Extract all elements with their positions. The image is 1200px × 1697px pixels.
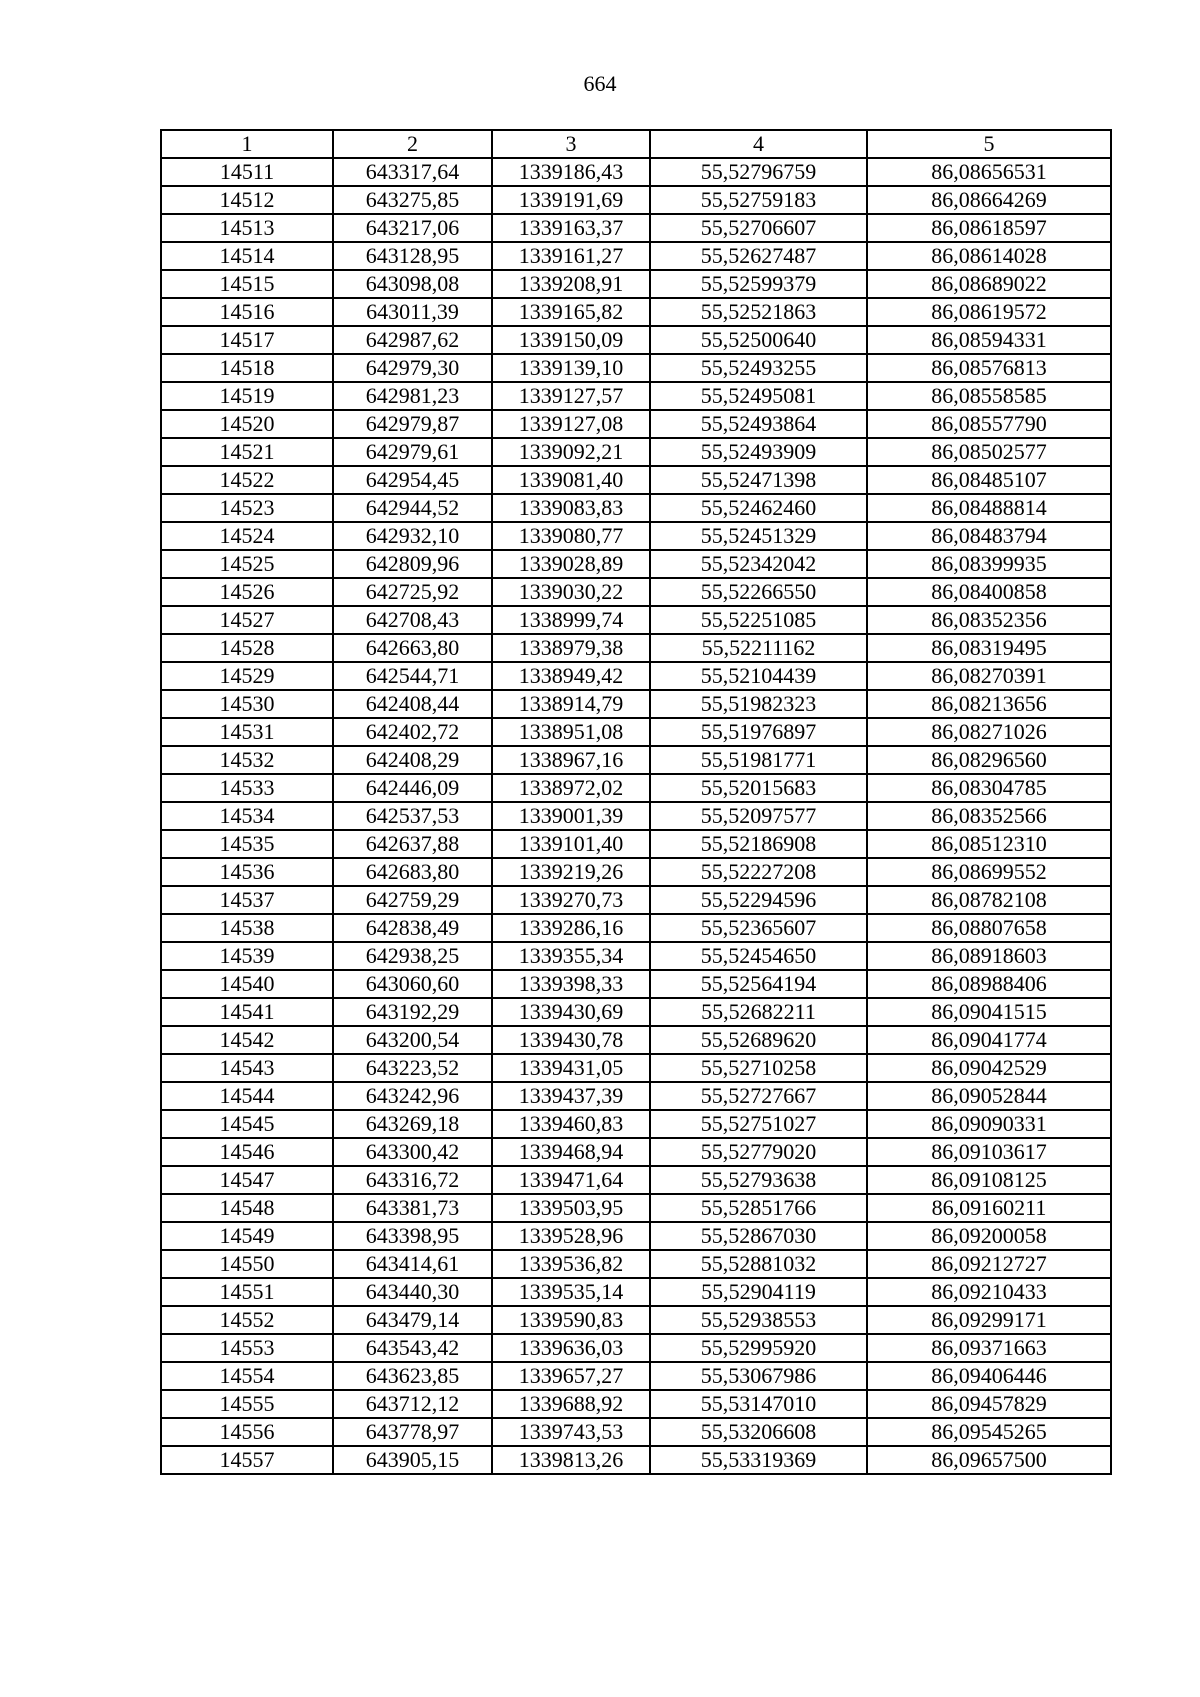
table-cell: 642944,52	[333, 494, 492, 522]
table-cell: 55,52462460	[650, 494, 867, 522]
table-cell: 55,52493909	[650, 438, 867, 466]
table-cell: 86,09457829	[867, 1390, 1111, 1418]
header-row	[161, 130, 1111, 158]
table-cell: 14534	[161, 802, 333, 830]
page-number: 664	[583, 71, 617, 96]
table-cell: 86,09041515	[867, 998, 1111, 1026]
table-cell: 14555	[161, 1390, 333, 1418]
table-cell: 86,09545265	[867, 1418, 1111, 1446]
table-cell: 643192,29	[333, 998, 492, 1026]
table-cell: 1339101,40	[492, 830, 650, 858]
table-cell: 643623,85	[333, 1362, 492, 1390]
table-row	[161, 942, 1111, 970]
table-cell: 86,08400858	[867, 578, 1111, 606]
table-cell: 14539	[161, 942, 333, 970]
table-cell: 14547	[161, 1166, 333, 1194]
table-cell: 1339398,33	[492, 970, 650, 998]
table-cell: 643275,85	[333, 186, 492, 214]
table-cell: 55,52451329	[650, 522, 867, 550]
table-cell: 1339083,83	[492, 494, 650, 522]
table-cell: 14516	[161, 298, 333, 326]
table-cell: 1339813,26	[492, 1446, 650, 1474]
coordinates-table	[160, 129, 1112, 1475]
table-cell: 55,52710258	[650, 1054, 867, 1082]
table-cell: 14542	[161, 1026, 333, 1054]
table-cell: 86,09371663	[867, 1334, 1111, 1362]
table-cell: 55,53147010	[650, 1390, 867, 1418]
table-row	[161, 242, 1111, 270]
table-cell: 642683,80	[333, 858, 492, 886]
table-cell: 14538	[161, 914, 333, 942]
table-cell: 1339535,14	[492, 1278, 650, 1306]
table-row	[161, 186, 1111, 214]
table-cell: 642979,30	[333, 354, 492, 382]
table-cell: 14548	[161, 1194, 333, 1222]
table-cell: 14557	[161, 1446, 333, 1474]
table-row	[161, 494, 1111, 522]
table-cell: 55,52104439	[650, 662, 867, 690]
table-row	[161, 634, 1111, 662]
table-row	[161, 1138, 1111, 1166]
table-cell: 86,09160211	[867, 1194, 1111, 1222]
table-cell: 86,08352566	[867, 802, 1111, 830]
table-cell: 55,52564194	[650, 970, 867, 998]
table-cell: 643905,15	[333, 1446, 492, 1474]
table-row	[161, 1250, 1111, 1278]
table-cell: 55,53319369	[650, 1446, 867, 1474]
table-row	[161, 998, 1111, 1026]
table-row	[161, 1418, 1111, 1446]
table-cell: 55,52751027	[650, 1110, 867, 1138]
table-cell: 86,09299171	[867, 1306, 1111, 1334]
table-cell: 1339030,22	[492, 578, 650, 606]
table-cell: 14527	[161, 606, 333, 634]
table-cell: 86,09406446	[867, 1362, 1111, 1390]
table-cell: 14518	[161, 354, 333, 382]
table-cell: 55,52904119	[650, 1278, 867, 1306]
table-cell: 55,53206608	[650, 1418, 867, 1446]
table-cell: 642544,71	[333, 662, 492, 690]
table-cell: 55,52938553	[650, 1306, 867, 1334]
table-cell: 55,52015683	[650, 774, 867, 802]
table-cell: 86,08594331	[867, 326, 1111, 354]
table-cell: 14533	[161, 774, 333, 802]
table-cell: 1338979,38	[492, 634, 650, 662]
table-cell: 86,08483794	[867, 522, 1111, 550]
table-row	[161, 774, 1111, 802]
table-cell: 86,08319495	[867, 634, 1111, 662]
table-cell: 14524	[161, 522, 333, 550]
table-cell: 86,09041774	[867, 1026, 1111, 1054]
table-cell: 86,09103617	[867, 1138, 1111, 1166]
table-cell: 642809,96	[333, 550, 492, 578]
table-row	[161, 1222, 1111, 1250]
table-cell: 55,52627487	[650, 242, 867, 270]
table-row	[161, 746, 1111, 774]
table-row	[161, 270, 1111, 298]
table-cell: 55,52097577	[650, 802, 867, 830]
table-cell: 86,08699552	[867, 858, 1111, 886]
table-cell: 14522	[161, 466, 333, 494]
table-cell: 55,52706607	[650, 214, 867, 242]
table-cell: 86,08271026	[867, 718, 1111, 746]
table-cell: 55,52727667	[650, 1082, 867, 1110]
table-cell: 55,52851766	[650, 1194, 867, 1222]
column-header: 2	[333, 130, 492, 158]
table-cell: 1339688,92	[492, 1390, 650, 1418]
table-cell: 55,52779020	[650, 1138, 867, 1166]
table-cell: 1339163,37	[492, 214, 650, 242]
table-cell: 86,08488814	[867, 494, 1111, 522]
table-cell: 86,08557790	[867, 410, 1111, 438]
table-cell: 86,08213656	[867, 690, 1111, 718]
table-cell: 642708,43	[333, 606, 492, 634]
table-cell: 55,52186908	[650, 830, 867, 858]
table-cell: 86,09657500	[867, 1446, 1111, 1474]
table-cell: 642932,10	[333, 522, 492, 550]
table-cell: 1339430,69	[492, 998, 650, 1026]
table-row	[161, 662, 1111, 690]
table-cell: 643316,72	[333, 1166, 492, 1194]
table-cell: 1339186,43	[492, 158, 650, 186]
table-cell: 55,53067986	[650, 1362, 867, 1390]
table-cell: 14545	[161, 1110, 333, 1138]
table-cell: 642979,61	[333, 438, 492, 466]
table-cell: 1338914,79	[492, 690, 650, 718]
table-cell: 14531	[161, 718, 333, 746]
table-cell: 55,51982323	[650, 690, 867, 718]
table-cell: 14517	[161, 326, 333, 354]
table-cell: 1339536,82	[492, 1250, 650, 1278]
table-cell: 86,08502577	[867, 438, 1111, 466]
table-row	[161, 1082, 1111, 1110]
table-cell: 86,08619572	[867, 298, 1111, 326]
table-cell: 86,08296560	[867, 746, 1111, 774]
table-cell: 14530	[161, 690, 333, 718]
table-cell: 1339127,08	[492, 410, 650, 438]
table-cell: 14526	[161, 578, 333, 606]
table-cell: 55,52294596	[650, 886, 867, 914]
table-row	[161, 354, 1111, 382]
table-cell: 643414,61	[333, 1250, 492, 1278]
table-header	[161, 130, 1111, 158]
table-cell: 14512	[161, 186, 333, 214]
table-row	[161, 438, 1111, 466]
table-cell: 86,08399935	[867, 550, 1111, 578]
table-cell: 55,52227208	[650, 858, 867, 886]
table-cell: 14515	[161, 270, 333, 298]
table-cell: 643098,08	[333, 270, 492, 298]
table-cell: 1338967,16	[492, 746, 650, 774]
table-cell: 643060,60	[333, 970, 492, 998]
table-cell: 1338949,42	[492, 662, 650, 690]
column-header: 3	[492, 130, 650, 158]
table-cell: 14528	[161, 634, 333, 662]
table-cell: 55,52266550	[650, 578, 867, 606]
table-row	[161, 466, 1111, 494]
table-cell: 642537,53	[333, 802, 492, 830]
table-cell: 14556	[161, 1418, 333, 1446]
table-cell: 642402,72	[333, 718, 492, 746]
table-cell: 55,52471398	[650, 466, 867, 494]
table-row	[161, 858, 1111, 886]
table-cell: 86,09090331	[867, 1110, 1111, 1138]
table-cell: 86,08689022	[867, 270, 1111, 298]
table-cell: 642987,62	[333, 326, 492, 354]
table-cell: 14519	[161, 382, 333, 410]
table-cell: 643440,30	[333, 1278, 492, 1306]
table-cell: 14553	[161, 1334, 333, 1362]
table-cell: 55,52211162	[650, 634, 867, 662]
table-cell: 55,51981771	[650, 746, 867, 774]
table-row	[161, 1054, 1111, 1082]
table-cell: 86,09052844	[867, 1082, 1111, 1110]
table-cell: 642838,49	[333, 914, 492, 942]
table-cell: 642938,25	[333, 942, 492, 970]
table-cell: 642954,45	[333, 466, 492, 494]
table-cell: 14529	[161, 662, 333, 690]
table-row	[161, 382, 1111, 410]
table-cell: 1339161,27	[492, 242, 650, 270]
table-cell: 642637,88	[333, 830, 492, 858]
table-cell: 1339471,64	[492, 1166, 650, 1194]
table-cell: 1339657,27	[492, 1362, 650, 1390]
table-cell: 86,08512310	[867, 830, 1111, 858]
table-cell: 55,52251085	[650, 606, 867, 634]
table-cell: 55,52796759	[650, 158, 867, 186]
table-row	[161, 914, 1111, 942]
table-cell: 86,09210433	[867, 1278, 1111, 1306]
table-cell: 1339590,83	[492, 1306, 650, 1334]
table-cell: 55,52689620	[650, 1026, 867, 1054]
table-row	[161, 718, 1111, 746]
table-row	[161, 1110, 1111, 1138]
table-row	[161, 214, 1111, 242]
table-cell: 643242,96	[333, 1082, 492, 1110]
table-cell: 14543	[161, 1054, 333, 1082]
table-cell: 1339001,39	[492, 802, 650, 830]
table-cell: 643778,97	[333, 1418, 492, 1446]
table-row	[161, 970, 1111, 998]
table-cell: 86,08576813	[867, 354, 1111, 382]
table-cell: 55,52342042	[650, 550, 867, 578]
column-header: 1	[161, 130, 333, 158]
table-cell: 1339503,95	[492, 1194, 650, 1222]
table-cell: 55,52495081	[650, 382, 867, 410]
table-row	[161, 1390, 1111, 1418]
table-cell: 86,08988406	[867, 970, 1111, 998]
table-cell: 643300,42	[333, 1138, 492, 1166]
table-cell: 1338972,02	[492, 774, 650, 802]
table-cell: 1339219,26	[492, 858, 650, 886]
table-cell: 1339028,89	[492, 550, 650, 578]
table-row	[161, 158, 1111, 186]
table-cell: 14541	[161, 998, 333, 1026]
table-cell: 14521	[161, 438, 333, 466]
table-cell: 1339636,03	[492, 1334, 650, 1362]
table-cell: 86,08485107	[867, 466, 1111, 494]
table-cell: 1339430,78	[492, 1026, 650, 1054]
table-cell: 642408,29	[333, 746, 492, 774]
table-cell: 1339081,40	[492, 466, 650, 494]
table-cell: 1339431,05	[492, 1054, 650, 1082]
table-cell: 14536	[161, 858, 333, 886]
table-cell: 643128,95	[333, 242, 492, 270]
table-cell: 1339139,10	[492, 354, 650, 382]
table-cell: 643200,54	[333, 1026, 492, 1054]
table-cell: 55,52500640	[650, 326, 867, 354]
table-cell: 55,52881032	[650, 1250, 867, 1278]
table-row	[161, 522, 1111, 550]
table-row	[161, 1278, 1111, 1306]
table-cell: 1339355,34	[492, 942, 650, 970]
table-cell: 14552	[161, 1306, 333, 1334]
table-cell: 1339127,57	[492, 382, 650, 410]
table-row	[161, 1166, 1111, 1194]
table-cell: 14537	[161, 886, 333, 914]
table-cell: 14511	[161, 158, 333, 186]
table-cell: 55,51976897	[650, 718, 867, 746]
table-cell: 1339092,21	[492, 438, 650, 466]
table-cell: 86,08807658	[867, 914, 1111, 942]
table-cell: 86,08656531	[867, 158, 1111, 186]
table-row	[161, 410, 1111, 438]
table-cell: 642979,87	[333, 410, 492, 438]
table-cell: 55,52493255	[650, 354, 867, 382]
table-row	[161, 1446, 1111, 1474]
table-cell: 86,08352356	[867, 606, 1111, 634]
table-cell: 86,08618597	[867, 214, 1111, 242]
table-cell: 642446,09	[333, 774, 492, 802]
table-cell: 14523	[161, 494, 333, 522]
table-cell: 86,08558585	[867, 382, 1111, 410]
table-cell: 14551	[161, 1278, 333, 1306]
table-cell: 86,08664269	[867, 186, 1111, 214]
table-cell: 643223,52	[333, 1054, 492, 1082]
table-cell: 55,52793638	[650, 1166, 867, 1194]
table-cell: 55,52521863	[650, 298, 867, 326]
table-cell: 643317,64	[333, 158, 492, 186]
table-row	[161, 606, 1111, 634]
table-cell: 1339150,09	[492, 326, 650, 354]
table-cell: 642981,23	[333, 382, 492, 410]
table-cell: 1339270,73	[492, 886, 650, 914]
table-cell: 14550	[161, 1250, 333, 1278]
table-cell: 86,08918603	[867, 942, 1111, 970]
table-cell: 14513	[161, 214, 333, 242]
table-cell: 14540	[161, 970, 333, 998]
table-cell: 643269,18	[333, 1110, 492, 1138]
table-cell: 643543,42	[333, 1334, 492, 1362]
table-cell: 1339191,69	[492, 186, 650, 214]
table-cell: 14525	[161, 550, 333, 578]
table-cell: 14535	[161, 830, 333, 858]
table-row	[161, 886, 1111, 914]
table-cell: 643381,73	[333, 1194, 492, 1222]
table-cell: 86,08782108	[867, 886, 1111, 914]
table-cell: 55,52759183	[650, 186, 867, 214]
table-row	[161, 1026, 1111, 1054]
table-cell: 1338951,08	[492, 718, 650, 746]
table-cell: 55,52867030	[650, 1222, 867, 1250]
table-cell: 14546	[161, 1138, 333, 1166]
table-cell: 14549	[161, 1222, 333, 1250]
table-cell: 86,08270391	[867, 662, 1111, 690]
table-cell: 14520	[161, 410, 333, 438]
table-cell: 1339460,83	[492, 1110, 650, 1138]
table-cell: 1339528,96	[492, 1222, 650, 1250]
table-cell: 1339437,39	[492, 1082, 650, 1110]
table-cell: 643479,14	[333, 1306, 492, 1334]
table-row	[161, 690, 1111, 718]
table-cell: 643011,39	[333, 298, 492, 326]
table-cell: 1339468,94	[492, 1138, 650, 1166]
table-cell: 14514	[161, 242, 333, 270]
table-cell: 1338999,74	[492, 606, 650, 634]
table-cell: 86,09200058	[867, 1222, 1111, 1250]
table-cell: 55,52365607	[650, 914, 867, 942]
table-cell: 55,52995920	[650, 1334, 867, 1362]
column-header: 4	[650, 130, 867, 158]
table-cell: 643217,06	[333, 214, 492, 242]
table-row	[161, 1306, 1111, 1334]
table-cell: 1339080,77	[492, 522, 650, 550]
table-row	[161, 578, 1111, 606]
table-cell: 55,52682211	[650, 998, 867, 1026]
table-row	[161, 298, 1111, 326]
table-cell: 643398,95	[333, 1222, 492, 1250]
table-cell: 642725,92	[333, 578, 492, 606]
table-cell: 1339743,53	[492, 1418, 650, 1446]
table-cell: 55,52454650	[650, 942, 867, 970]
table-cell: 86,08304785	[867, 774, 1111, 802]
table-cell: 14554	[161, 1362, 333, 1390]
table-cell: 14544	[161, 1082, 333, 1110]
table-cell: 642408,44	[333, 690, 492, 718]
table-cell: 55,52493864	[650, 410, 867, 438]
table-row	[161, 326, 1111, 354]
table-cell: 1339208,91	[492, 270, 650, 298]
table-cell: 1339286,16	[492, 914, 650, 942]
table-row	[161, 1334, 1111, 1362]
table-cell: 642759,29	[333, 886, 492, 914]
table-cell: 86,09108125	[867, 1166, 1111, 1194]
table-cell: 14532	[161, 746, 333, 774]
table-row	[161, 1194, 1111, 1222]
table-cell: 86,09042529	[867, 1054, 1111, 1082]
table-row	[161, 830, 1111, 858]
table-cell: 642663,80	[333, 634, 492, 662]
column-header: 5	[867, 130, 1111, 158]
table-cell: 86,09212727	[867, 1250, 1111, 1278]
table-cell: 643712,12	[333, 1390, 492, 1418]
table-row	[161, 550, 1111, 578]
table-row	[161, 1362, 1111, 1390]
table-cell: 1339165,82	[492, 298, 650, 326]
table-cell: 86,08614028	[867, 242, 1111, 270]
table-row	[161, 802, 1111, 830]
table-cell: 55,52599379	[650, 270, 867, 298]
table-body	[161, 158, 1111, 1474]
